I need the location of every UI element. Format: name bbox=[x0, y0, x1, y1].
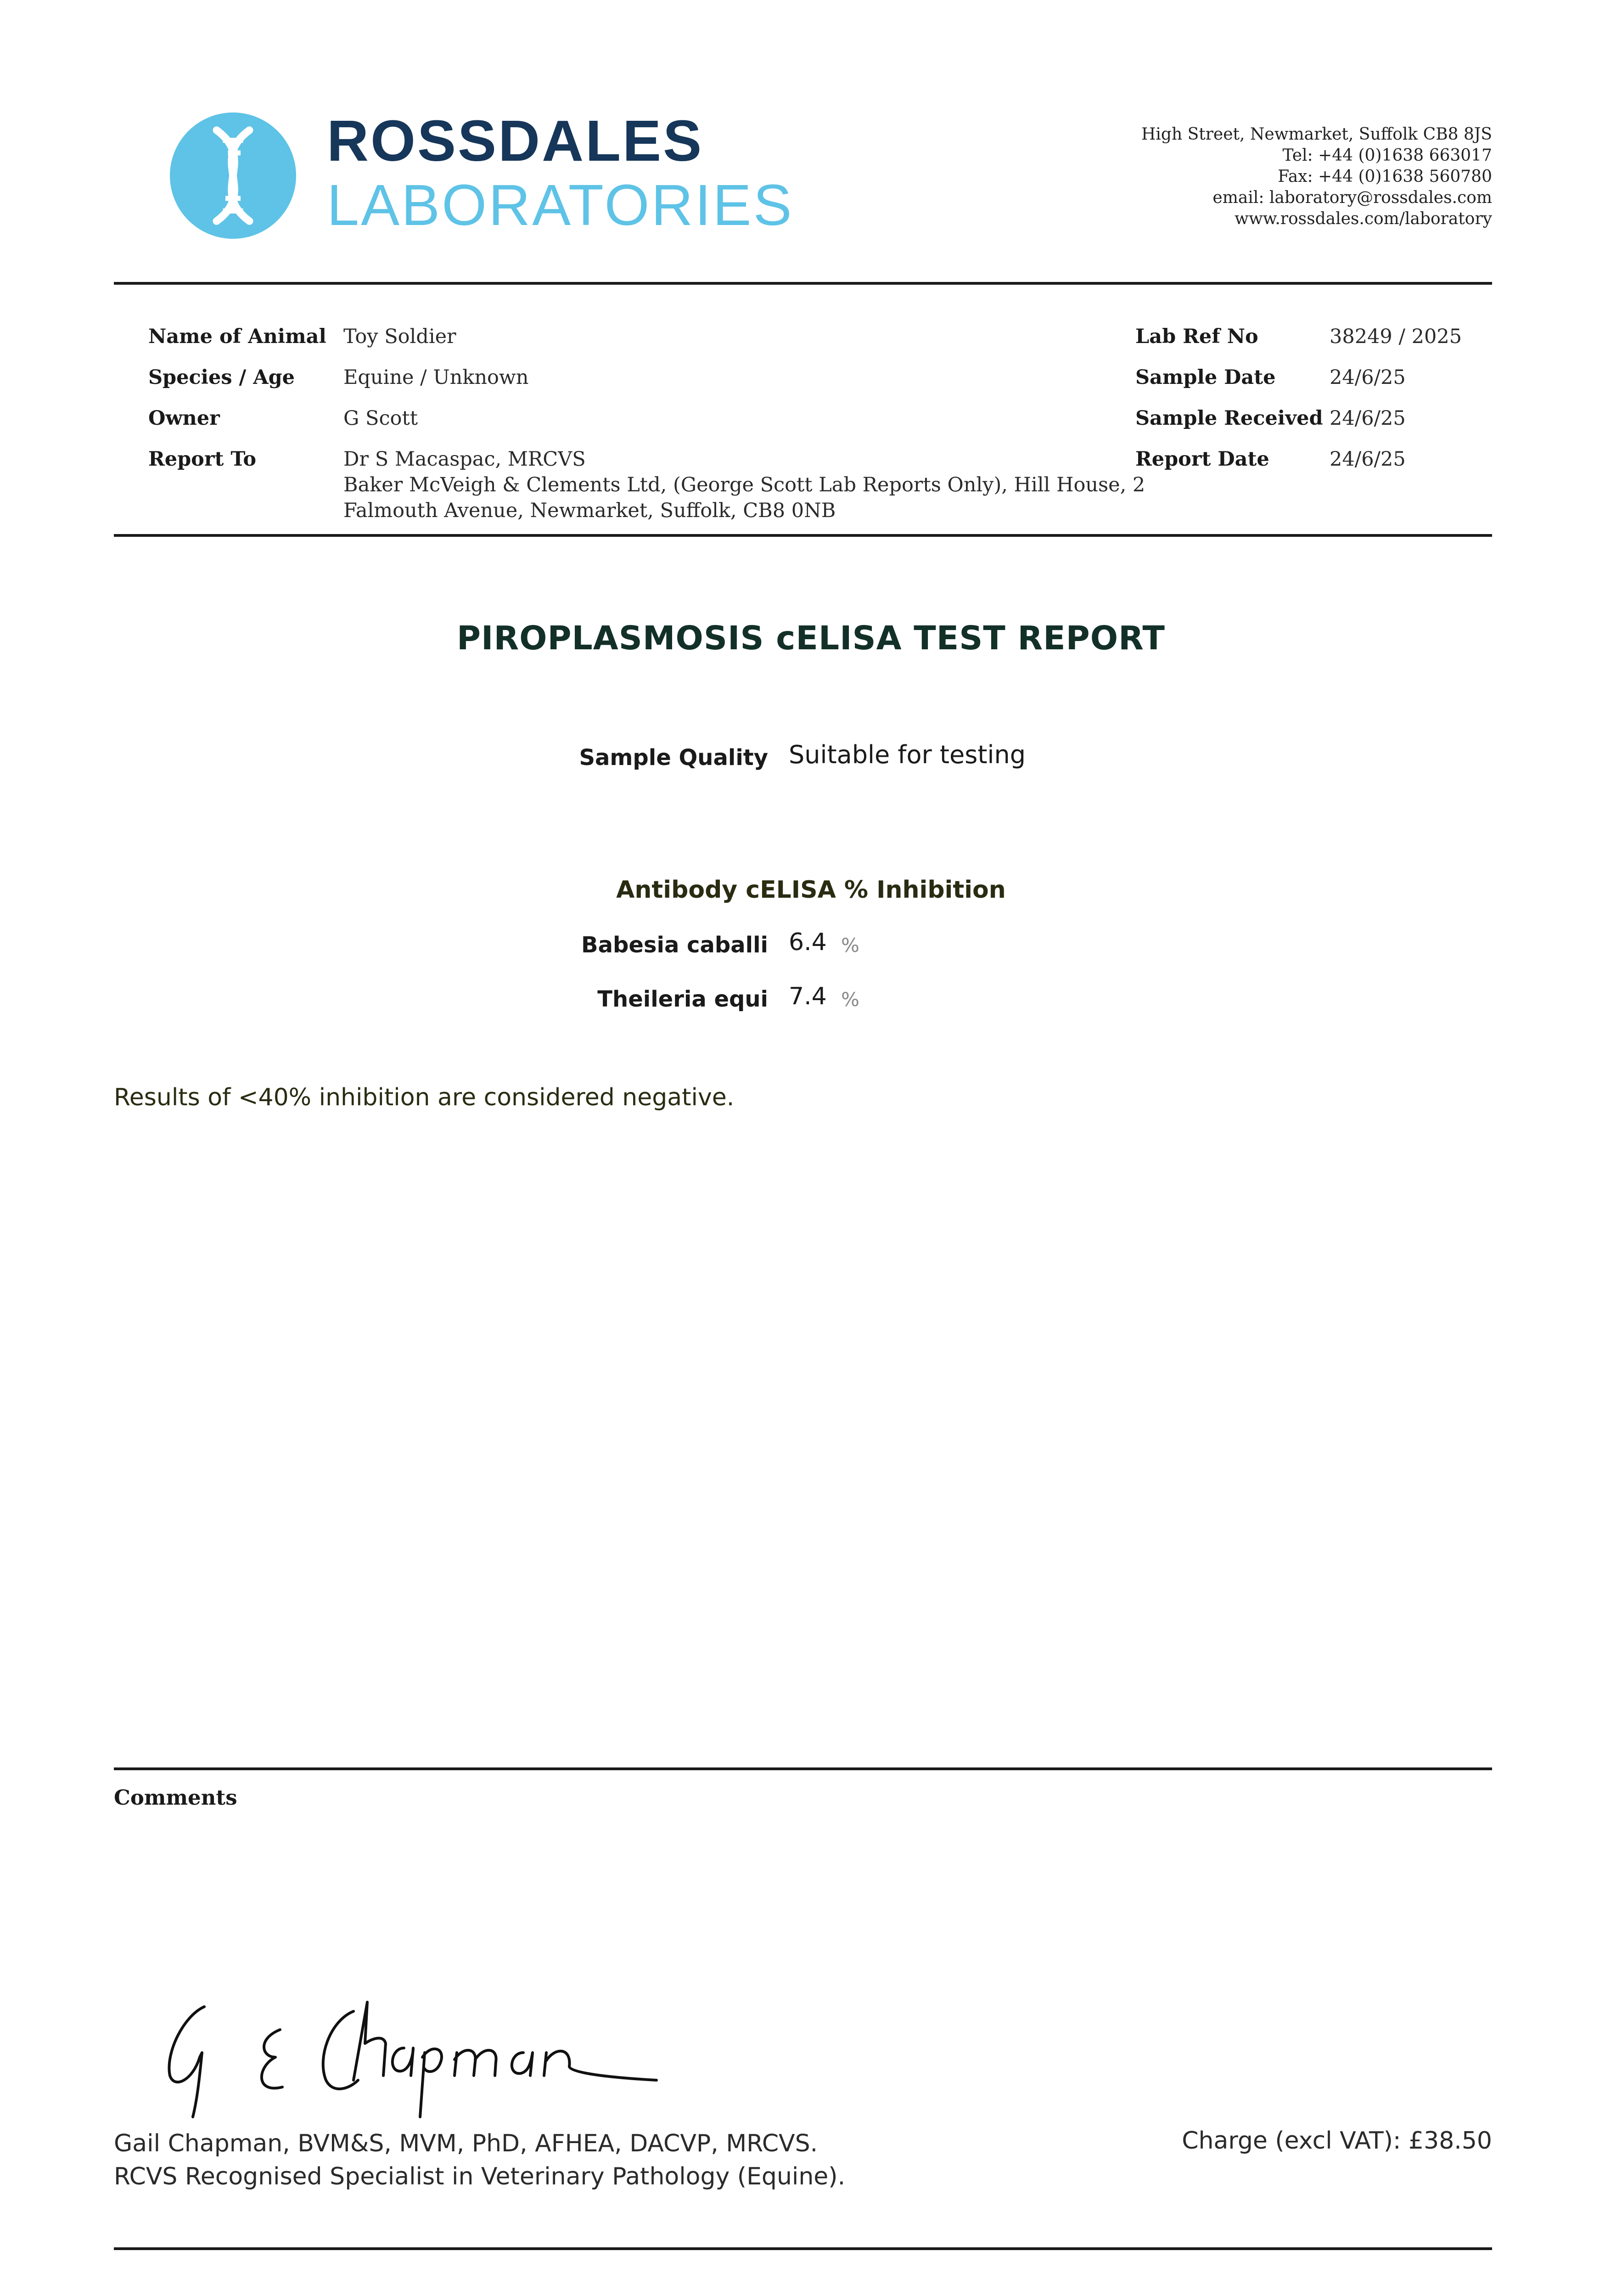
animal-name-label: Name of Animal bbox=[148, 325, 326, 348]
signature bbox=[156, 1988, 661, 2122]
contact-tel: Tel: +44 (0)1638 663017 bbox=[1282, 146, 1492, 165]
owner-value: G Scott bbox=[343, 407, 418, 430]
report-date-value: 24/6/25 bbox=[1330, 448, 1406, 471]
sample-date-label: Sample Date bbox=[1135, 366, 1276, 389]
sample-quality-label: Sample Quality bbox=[579, 745, 768, 771]
contact-email[interactable]: email: laboratory@rossdales.com bbox=[1212, 188, 1492, 207]
contact-fax: Fax: +44 (0)1638 560780 bbox=[1278, 167, 1492, 186]
charge-amount: Charge (excl VAT): £38.50 bbox=[1182, 2127, 1492, 2155]
report-to-line: Dr S Macaspac, MRCVS bbox=[343, 448, 586, 471]
antibody-section-title: Antibody cELISA % Inhibition bbox=[616, 876, 1006, 904]
signer-name: Gail Chapman, BVM&S, MVM, PhD, AFHEA, DACVP, MRCVS. bbox=[114, 2130, 818, 2157]
result-unit: % bbox=[841, 988, 859, 1011]
species-age-value: Equine / Unknown bbox=[343, 366, 529, 389]
contact-address: High Street, Newmarket, Suffolk CB8 8JS bbox=[1141, 125, 1492, 144]
lab-ref-value: 38249 / 2025 bbox=[1330, 325, 1462, 348]
result-label: Babesia caballi bbox=[581, 932, 768, 958]
contact-block bbox=[1141, 124, 1492, 230]
result-value: 7.4 bbox=[789, 983, 827, 1010]
signer-title: RCVS Recognised Specialist in Veterinary Pathology (Equine). bbox=[114, 2163, 846, 2190]
sample-date-value: 24/6/25 bbox=[1330, 366, 1406, 389]
lab-ref-label: Lab Ref No bbox=[1135, 325, 1258, 348]
divider bbox=[114, 1767, 1492, 1770]
divider bbox=[114, 534, 1492, 537]
brand-name: ROSSDALES bbox=[327, 108, 704, 173]
report-to-line: Baker McVeigh & Clements Ltd, (George Scott Lab Reports Only), Hill House, 2 bbox=[343, 473, 1145, 496]
sample-received-label: Sample Received bbox=[1135, 407, 1323, 430]
divider bbox=[114, 2247, 1492, 2250]
result-label: Theileria equi bbox=[597, 986, 768, 1012]
animal-name-value: Toy Soldier bbox=[343, 325, 456, 348]
sample-received-value: 24/6/25 bbox=[1330, 407, 1406, 430]
report-to-label: Report To bbox=[148, 448, 257, 471]
species-age-label: Species / Age bbox=[148, 366, 295, 389]
interpretation-note: Results of <40% inhibition are considered negative. bbox=[114, 1084, 735, 1111]
signer-block bbox=[114, 2127, 845, 2193]
divider bbox=[114, 282, 1492, 285]
sample-quality-value: Suitable for testing bbox=[789, 740, 1026, 769]
brand-subname: LABORATORIES bbox=[327, 173, 794, 237]
report-date-label: Report Date bbox=[1135, 448, 1269, 471]
dna-helix-icon bbox=[170, 113, 296, 239]
contact-website[interactable]: www.rossdales.com/laboratory bbox=[1235, 209, 1492, 228]
result-value: 6.4 bbox=[789, 929, 827, 956]
report-to-value bbox=[343, 446, 1145, 523]
owner-label: Owner bbox=[148, 407, 220, 430]
comments-label: Comments bbox=[114, 1785, 237, 1810]
report-to-line: Falmouth Avenue, Newmarket, Suffolk, CB8 0NB bbox=[343, 499, 836, 522]
result-unit: % bbox=[841, 934, 859, 957]
report-title: PIROPLASMOSIS cELISA TEST REPORT bbox=[456, 619, 1165, 657]
